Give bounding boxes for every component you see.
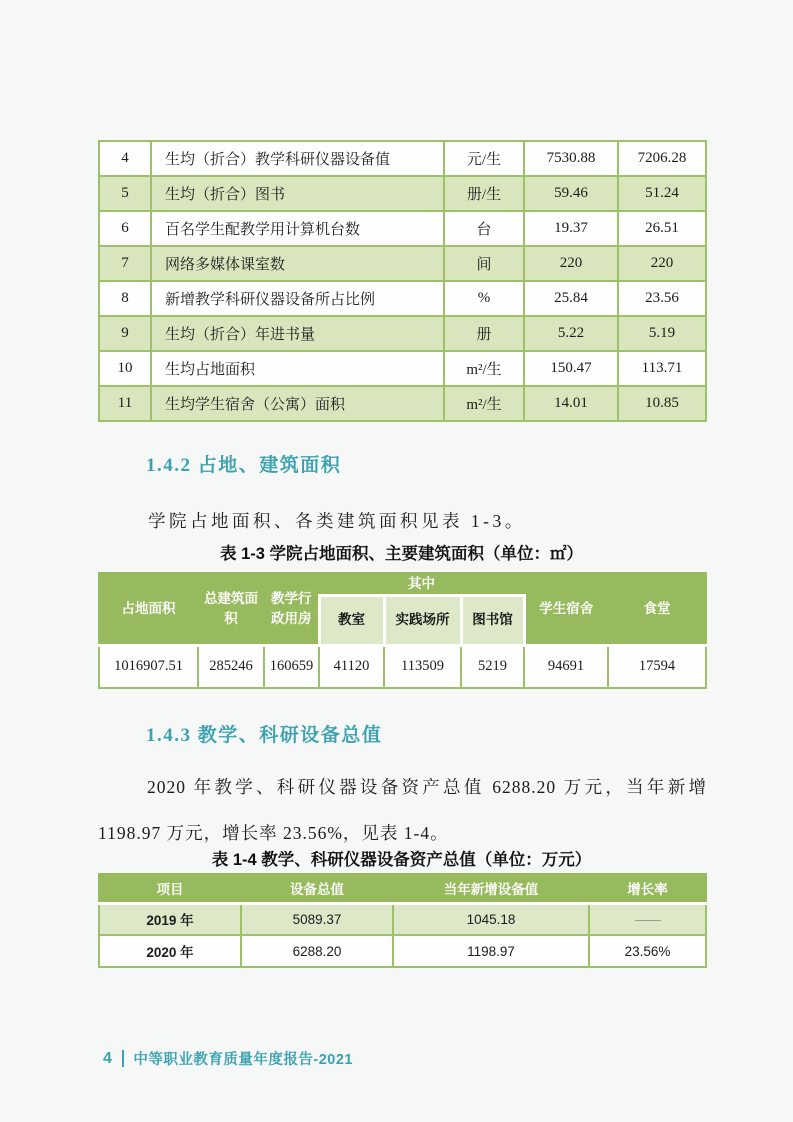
value-dormitory: 94691 — [524, 645, 608, 688]
indicator-name: 生均（折合）图书 — [151, 176, 444, 211]
indicator-table-continuation — [98, 140, 707, 422]
row-number: 10 — [99, 351, 151, 386]
row-number: 6 — [99, 211, 151, 246]
paragraph-143: 2020 年教学、科研仪器设备资产总值 6288.20 万元，当年新增 1198.97 万元，增长率 23.56%，见表 1-4。 — [98, 777, 707, 843]
row-number: 9 — [99, 316, 151, 351]
col-header-canteen: 食堂 — [608, 573, 706, 645]
indicator-value-1: 19.37 — [524, 211, 618, 246]
indicator-value-2: 10.85 — [618, 386, 706, 421]
table-row — [99, 386, 706, 421]
indicator-name: 网络多媒体课室数 — [151, 246, 444, 281]
table-1-3-caption: 表 1-3 学院占地面积、主要建筑面积（单位：㎡） — [219, 545, 584, 563]
sub-header-library: 图书馆 — [461, 595, 524, 645]
indicator-value-1: 14.01 — [524, 386, 618, 421]
value-library: 5219 — [461, 645, 524, 688]
indicator-value-2: 7206.28 — [618, 141, 706, 176]
col-header-total-equipment-value: 设备总值 — [241, 874, 393, 903]
table-row — [99, 316, 706, 351]
new-equipment-value: 1198.97 — [393, 935, 589, 967]
growth-rate: 23.56% — [589, 935, 706, 967]
indicator-name: 生均占地面积 — [151, 351, 444, 386]
col-header-land-area: 占地面积 — [99, 573, 198, 645]
table-row — [99, 351, 706, 386]
indicator-unit: 册/生 — [444, 176, 524, 211]
row-number: 5 — [99, 176, 151, 211]
row-number: 11 — [99, 386, 151, 421]
year-label: 2020 年 — [99, 935, 241, 967]
indicator-unit: m²/生 — [444, 386, 524, 421]
value-practice-site: 113509 — [384, 645, 461, 688]
table-row — [99, 281, 706, 316]
indicator-unit: % — [444, 281, 524, 316]
col-header-new-equipment-value: 当年新增设备值 — [393, 874, 589, 903]
table-1-3-land-building-area — [98, 572, 707, 689]
table-row — [99, 211, 706, 246]
value-canteen: 17594 — [608, 645, 706, 688]
indicator-value-1: 59.46 — [524, 176, 618, 211]
table-header-row — [99, 573, 706, 595]
value-teaching-admin: 160659 — [264, 645, 319, 688]
col-header-dormitory: 学生宿舍 — [524, 573, 608, 645]
sub-header-practice-site: 实践场所 — [384, 595, 461, 645]
col-header-item: 项目 — [99, 874, 241, 903]
table-row — [99, 935, 706, 967]
value-total-building: 285246 — [198, 645, 264, 688]
indicator-unit: 间 — [444, 246, 524, 281]
indicator-value-1: 150.47 — [524, 351, 618, 386]
indicator-value-2: 26.51 — [618, 211, 706, 246]
section-heading-142: 1.4.2 占地、建筑面积 — [146, 455, 342, 476]
indicator-value-2: 23.56 — [618, 281, 706, 316]
section-heading-143: 1.4.3 教学、科研设备总值 — [146, 725, 383, 746]
indicator-value-2: 113.71 — [618, 351, 706, 386]
value-classroom: 41120 — [319, 645, 384, 688]
table-1-4-equipment-assets — [98, 873, 707, 968]
paragraph-142: 学院占地面积、各类建筑面积见表 1-3。 — [148, 511, 526, 531]
col-header-teaching-admin: 教学行政用房 — [264, 573, 319, 645]
year-label: 2019 年 — [99, 903, 241, 935]
value-land-area: 1016907.51 — [99, 645, 198, 688]
new-equipment-value: 1045.18 — [393, 903, 589, 935]
col-header-growth-rate: 增长率 — [589, 874, 706, 903]
table-1-4-caption: 表 1-4 教学、科研仪器设备资产总值（单位：万元） — [211, 851, 592, 869]
indicator-unit: m²/生 — [444, 351, 524, 386]
indicator-name: 生均（折合）年进书量 — [151, 316, 444, 351]
table-row — [99, 645, 706, 688]
footer-divider — [122, 1050, 125, 1067]
indicator-value-2: 220 — [618, 246, 706, 281]
indicator-unit: 元/生 — [444, 141, 524, 176]
table-row — [99, 141, 706, 176]
col-header-total-building: 总建筑面积 — [198, 573, 264, 645]
indicator-value-2: 51.24 — [618, 176, 706, 211]
indicator-unit: 台 — [444, 211, 524, 246]
indicator-name: 生均（折合）教学科研仪器设备值 — [151, 141, 444, 176]
indicator-value-1: 7530.88 — [524, 141, 618, 176]
indicator-value-1: 5.22 — [524, 316, 618, 351]
growth-rate: —— — [589, 903, 706, 935]
indicator-value-1: 220 — [524, 246, 618, 281]
page-footer — [103, 1048, 353, 1069]
indicator-name: 新增教学科研仪器设备所占比例 — [151, 281, 444, 316]
table-row — [99, 246, 706, 281]
total-equipment-value: 6288.20 — [241, 935, 393, 967]
row-number: 7 — [99, 246, 151, 281]
indicator-value-2: 5.19 — [618, 316, 706, 351]
indicator-unit: 册 — [444, 316, 524, 351]
table-row — [99, 176, 706, 211]
row-number: 4 — [99, 141, 151, 176]
footer-report-title: 中等职业教育质量年度报告-2021 — [133, 1052, 353, 1068]
table-header-row — [99, 874, 706, 903]
indicator-name: 生均学生宿舍（公寓）面积 — [151, 386, 444, 421]
table-row — [99, 903, 706, 935]
page-number: 4 — [103, 1049, 112, 1067]
indicator-name: 百名学生配教学用计算机台数 — [151, 211, 444, 246]
row-number: 8 — [99, 281, 151, 316]
sub-header-classroom: 教室 — [319, 595, 384, 645]
group-header-including: 其中 — [319, 573, 524, 595]
total-equipment-value: 5089.37 — [241, 903, 393, 935]
indicator-value-1: 25.84 — [524, 281, 618, 316]
